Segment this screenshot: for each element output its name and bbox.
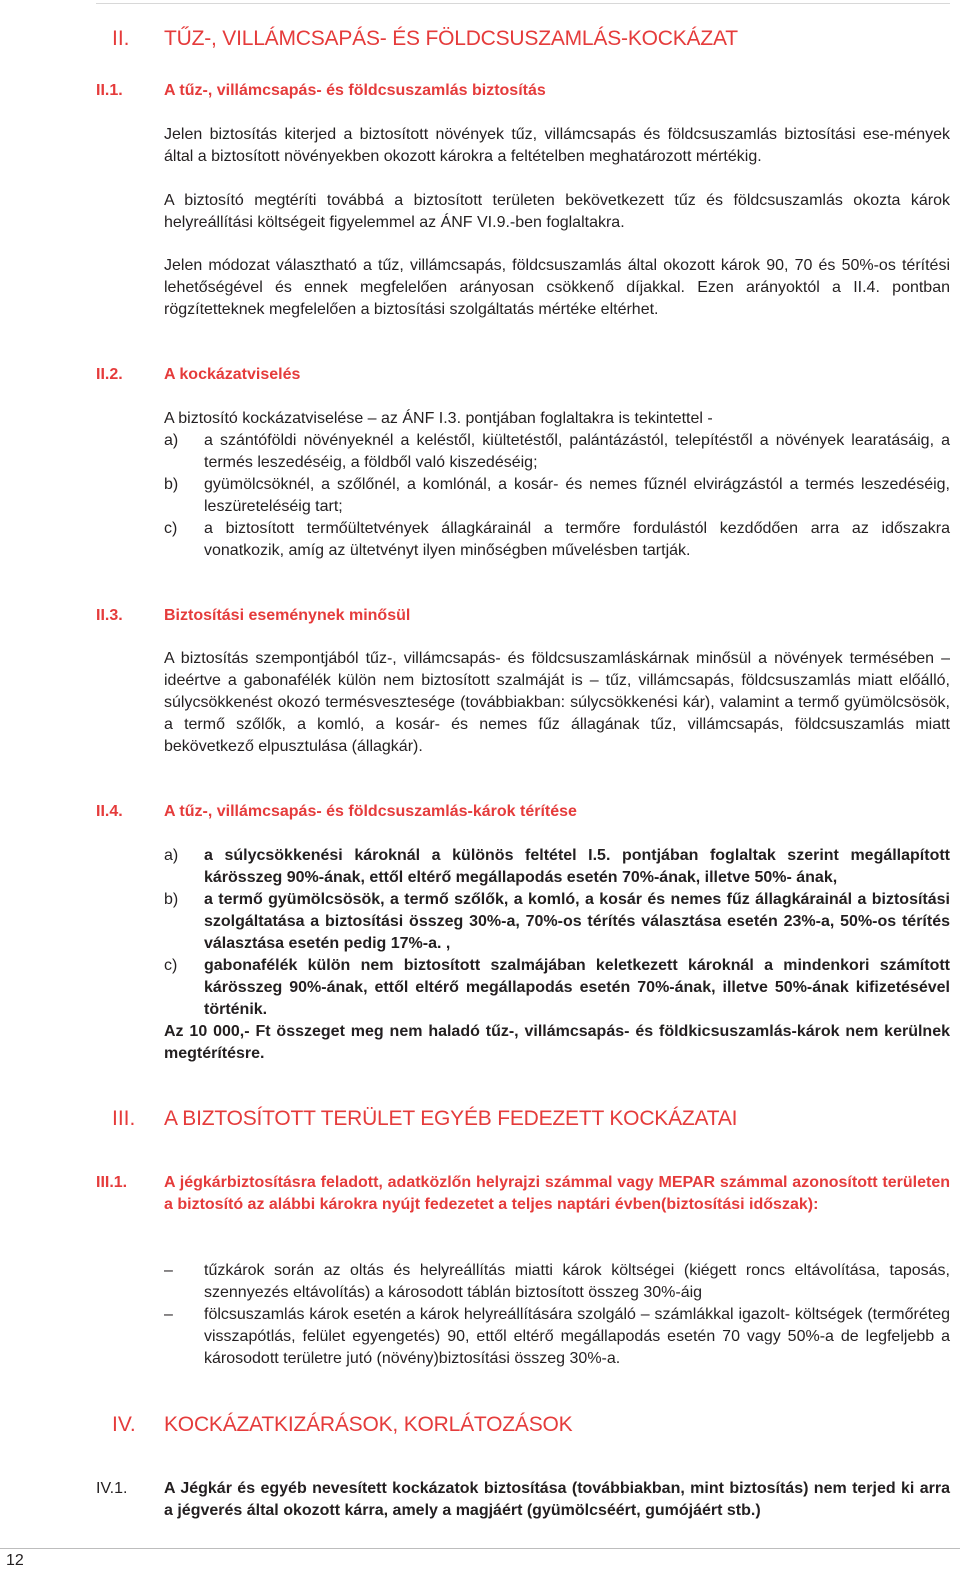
- list-marker: c): [164, 957, 178, 974]
- list-block: [164, 1260, 950, 1370]
- chapter-number: III.: [112, 1107, 136, 1130]
- list-marker: b): [164, 476, 179, 493]
- section-title: Biztosítási eseménynek minősül: [164, 607, 411, 624]
- list-item-text: gyümölcsöknél, a szőlőnél, a komlónál, a kosár- és nemes fűznél elvirágzástól a termés leszedéséig, leszüreteléséig tart;: [204, 476, 950, 515]
- chapter-title: TŰZ-, VILLÁMCSAPÁS- ÉS FÖLDCSUSZAMLÁS-KOCKÁZAT: [164, 27, 738, 50]
- list-marker: b): [164, 891, 179, 908]
- section-number: IV.1.: [96, 1480, 128, 1497]
- paragraph: [164, 124, 950, 168]
- list-item-text: gabonafélék külön nem biztosított szalmájában keletkezett károknál a mindenkori számított kárösszeg 90%-ának, ettől eltérő megállapodás esetén 70%-ának, illetve 50%-ának kifizetésével történik.: [204, 957, 950, 1018]
- section-number: II.3.: [96, 607, 123, 624]
- list-item-text: a szántóföldi növényeknél a keléstől, kiültetéstől, palántázástól, telepítéstől a növények learatásáig, a termés leszedéséig, a földből való kiszedéséig;: [204, 432, 950, 471]
- footer-rule: [0, 1548, 960, 1549]
- paragraph-text: A biztosító megtéríti továbbá a biztosított területen bekövetkezett tűz és földcsuszamlás okozta károk helyreállítási költségeit figyelemmel az ÁNF VI.9.-ben foglaltakra.: [164, 192, 950, 231]
- section-title: A tűz-, villámcsapás- és földcsuszamlás-károk térítése: [164, 803, 577, 820]
- list-item: [164, 955, 950, 1021]
- closing-note: Az 10 000,- Ft összeget meg nem haladó tűz-, villámcsapás- és földkicsuszamlás-károk nem kerülnek megtérítésre.: [164, 1023, 950, 1062]
- section-title: A kockázatviselés: [164, 366, 301, 383]
- list-item-text: a biztosított termőültetvények állagkárainál a termőre fordulástól kezdődően arra az időszakra vonatkozik, amíg az ültetvényt ilyen minőségben művelésben tartják.: [204, 520, 950, 559]
- paragraph-text: Jelen biztosítás kiterjed a biztosított növények tűz, villámcsapás és földcsuszamlás biztosítási ese-mények által a biztosított növényekben okozott károkra a feltételben meghatározott mértékig.: [164, 126, 950, 165]
- list-item-text: a termő gyümölcsösök, a termő szőlők, a komló, a kosár és nemes fűz állagkárainál a biztosítási szolgáltatása a biztosítási összeg 30%-a, 70%-os térítés választása esetén 23%-a, 50%-os térítés választása esetén pedig 17%-a. ,: [204, 891, 950, 952]
- list-block: [164, 408, 950, 562]
- list-marker: a): [164, 432, 179, 449]
- list-marker: a): [164, 847, 179, 864]
- list-marker: c): [164, 520, 178, 537]
- section-number: II.1.: [96, 82, 123, 99]
- paragraph: [164, 255, 950, 321]
- list-item: [164, 889, 950, 955]
- page-number: 12: [6, 1552, 24, 1569]
- paragraph: [164, 648, 950, 758]
- list-item: [164, 430, 950, 474]
- section-title: A jégkárbiztosításra feladott, adatközlőn helyrajzi számmal vagy MEPAR számmal azonosított területen a biztosító az alábbi károkra nyújt fedezetet a teljes naptári évben(biztosítási időszak):: [164, 1174, 950, 1213]
- list-item: [164, 1304, 950, 1370]
- section-number: II.2.: [96, 366, 123, 383]
- top-rule: [96, 3, 950, 4]
- list-marker: –: [164, 1262, 173, 1279]
- list-intro: A biztosító kockázatviselése – az ÁNF I.3. pontjában foglaltakra is tekintettel -: [164, 410, 713, 427]
- paragraph: A Jégkár és egyéb nevesített kockázatok biztosítása (továbbiakban, mint biztosítás) nem terjed ki arra a jégverés által okozott kárra, amely a magjáért (gyümölcséért, gumójáért stb.): [164, 1480, 950, 1519]
- list-item: [164, 474, 950, 518]
- list-block: [164, 845, 950, 1065]
- list-marker: –: [164, 1306, 173, 1323]
- paragraph-text: Jelen módozat választható a tűz, villámcsapás, földcsuszamlás által okozott károk 90, 70 és 50%-os térítési lehetőségével és ennek megfelelően arányosan csökkenő díjakkal. Ezen arányoktól a II.4. pontban rögzítetteknek megfelelően a biztosítási szolgáltatás mértéke eltérhet.: [164, 257, 950, 318]
- list-item-text: fölcsuszamlás károk esetén a károk helyreállítására szolgáló – számlákkal igazolt- költségek (termőréteg visszapótlás, felület egyengetés) 90, ettől eltérő megállapodás esetén 70 vagy 50%-a de legfeljebb a károsodott területre jutó (növény)biztosítási összeg 30%-a.: [204, 1306, 950, 1367]
- chapter-title: A BIZTOSÍTOTT TERÜLET EGYÉB FEDEZETT KOCKÁZATAI: [164, 1107, 738, 1130]
- list-item-text: a súlycsökkenési károknál a különös feltétel I.5. pontjában foglaltak szerint megállapított kárösszeg 90%-ának, ettől eltérő megállapodás esetén 70%-ának, illetve 50%- ának,: [204, 847, 950, 886]
- section-number: III.1.: [96, 1174, 128, 1191]
- list-item: [164, 518, 950, 562]
- list-item: [164, 1260, 950, 1304]
- chapter-number: IV.: [112, 1413, 136, 1436]
- paragraph: [164, 190, 950, 234]
- section-title: A tűz-, villámcsapás- és földcsuszamlás biztosítás: [164, 82, 546, 99]
- chapter-title: KOCKÁZATKIZÁRÁSOK, KORLÁTOZÁSOK: [164, 1413, 573, 1436]
- chapter-number: II.: [112, 27, 130, 50]
- list-item: [164, 845, 950, 889]
- section-number: II.4.: [96, 803, 123, 820]
- paragraph-text: A biztosítás szempontjából tűz-, villámcsapás- és földcsuszamláskárnak minősül a növények termésében – ideértve a gabonafélék külön nem biztosított szalmáját is – tűz, villámcsapás, földcsuszamlás miatt előálló, súlycsökkenést okozó termésvesztesége (továbbiakban: súlycsökkenési kár), valamint a termő gyümölcsösök, a termő szőlők, a komló, a kosár- és nemes fűz állagának tűz, villámcsapás, földcsuszamlás miatt bekövetkező elpusztulása (állagkár).: [164, 650, 950, 755]
- list-item-text: tűzkárok során az oltás és helyreállítás miatti károk költségei (kiégett roncs eltávolítása, taposás, szennyezés eltávolítás) a károsodott táblán biztosított összeg 30%-áig: [204, 1262, 950, 1301]
